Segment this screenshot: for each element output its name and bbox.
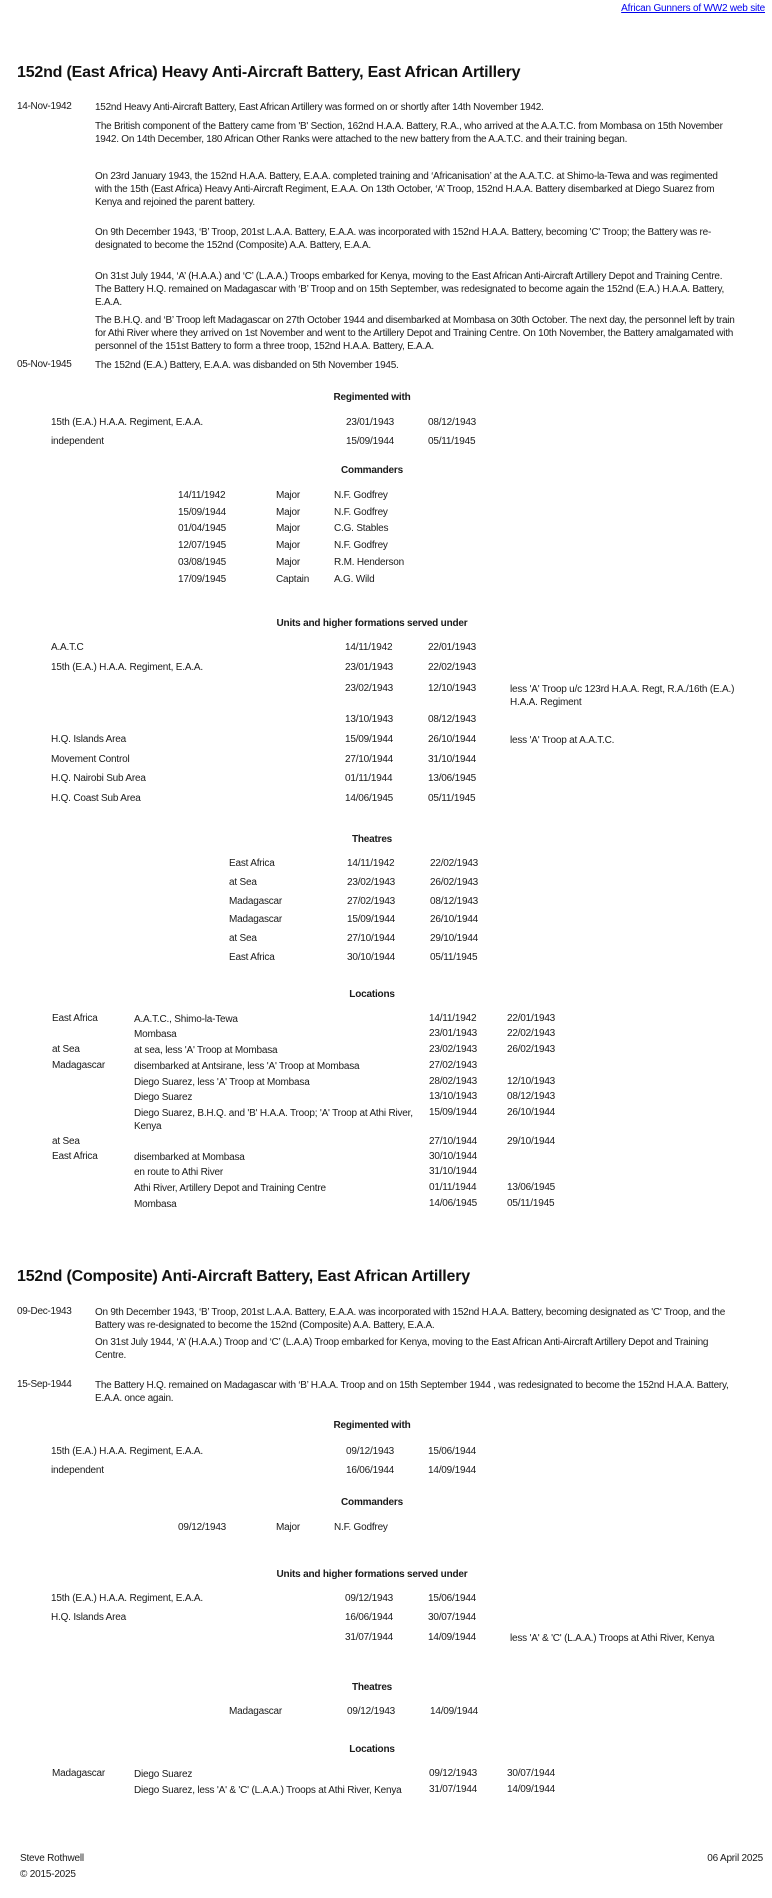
footer-author: Steve Rothwell [20,1853,84,1864]
theatre-to: 26/02/1943 [430,877,479,888]
regiment-to: 05/11/1945 [428,436,476,447]
location-place: disembarked at Antsirane, less 'A' Troop at Mombasa [134,1061,360,1072]
location-from: 30/10/1944 [429,1151,478,1162]
theatre-to: 29/10/1944 [430,933,479,944]
commander-rank: Major [276,523,301,534]
location-to: 08/12/1943 [507,1091,556,1102]
location-from: 14/11/1942 [429,1013,477,1024]
location-place: at sea, less 'A' Troop at Mombasa [134,1045,278,1056]
location-region: at Sea [52,1044,80,1055]
location-from: 09/12/1943 [429,1768,478,1779]
unit-from: 31/07/1944 [345,1632,394,1643]
theatre-from: 30/10/1944 [347,952,396,963]
commander-date: 17/09/1945 [178,574,227,585]
theatre-name: at Sea [229,877,257,888]
location-from: 31/07/1944 [429,1784,478,1795]
location-from: 28/02/1943 [429,1076,478,1087]
unit-from: 09/12/1943 [345,1593,394,1604]
history-para: On 31st July 1944, ‘A’ (H.A.A.) Troop and ‘C’ (L.A.A) Troop embarked for Kenya, moving to the East African Anti-Aircraft Artillery Depot and Training Centre. [95,1337,709,1361]
unit-to: 05/11/1945 [428,793,476,804]
location-from: 27/02/1943 [429,1060,478,1071]
history-para: The British component of the Battery came from 'B' Section, 162nd H.A.A. Battery, R.A., who arrived at the A.A.T.C. from Mombasa on 15th November 1942. On 14th December, 180 African Other Ranks were attached to the new battery from the A.A.T.C. and their training began. [95,121,723,145]
commander-name: A.G. Wild [334,574,375,585]
location-region: Madagascar [52,1060,106,1071]
location-to: 22/01/1943 [507,1013,556,1024]
unit-to: 31/10/1944 [428,754,477,765]
regiment-to: 14/09/1944 [428,1465,477,1476]
unit-from: 15/09/1944 [345,734,394,745]
regiment-from: 09/12/1943 [346,1446,395,1457]
commander-date: 15/09/1944 [178,507,227,518]
location-place: Diego Suarez, less 'A' Troop at Mombasa [134,1077,310,1088]
unit-to: 22/01/1943 [428,642,477,653]
location-region: Madagascar [52,1768,106,1779]
unit-to: 08/12/1943 [428,714,477,725]
location-from: 23/02/1943 [429,1044,478,1055]
commander-date: 12/07/1945 [178,540,227,551]
commander-date: 03/08/1945 [178,557,227,568]
theatre-to: 05/11/1945 [430,952,478,963]
location-to: 22/02/1943 [507,1028,556,1039]
location-place: A.A.T.C., Shimo-la-Tewa [134,1014,238,1025]
theatre-from: 09/12/1943 [347,1706,396,1717]
unit-name: H.Q. Coast Sub Area [51,793,141,804]
unit-from: 23/02/1943 [345,683,394,694]
location-place: en route to Athi River [134,1167,223,1178]
commander-rank: Major [276,490,301,501]
location-to: 12/10/1943 [507,1076,556,1087]
location-place: Diego Suarez [134,1092,193,1103]
history-para: On 31st July 1944, ‘A’ (H.A.A.) and ‘C’ (L.A.A.) Troops embarked for Kenya, moving to the East African Anti-Aircraft Artillery Depot and Training Centre. The Battery H.Q. remained on Madagascar with ‘B’ Troop and on 15th September, was redesignated to become again the 152nd (E.A.) H.A.A. Battery, E.A.A. [95,271,725,308]
regiment-name: independent [51,1465,104,1476]
location-place: Mombasa [134,1029,177,1040]
commander-rank: Major [276,557,301,568]
commander-name: R.M. Henderson [334,557,405,568]
location-from: 01/11/1944 [429,1182,477,1193]
regiment-to: 15/06/1944 [428,1446,477,1457]
theatre-to: 08/12/1943 [430,896,479,907]
location-to: 05/11/1945 [507,1198,555,1209]
theatre-name: Madagascar [229,896,283,907]
unit-name: A.A.T.C [51,642,84,653]
regimented-heading: Regimented with [333,1420,411,1431]
locations-heading: Locations [349,1744,395,1755]
location-to: 30/07/1944 [507,1768,556,1779]
regiment-from: 16/06/1944 [346,1465,395,1476]
unit-from: 23/01/1943 [345,662,394,673]
history-para: On 9th December 1943, ‘B’ Troop, 201st L.A.A. Battery, E.A.A. was incorporated with 152nd H.A.A. Battery, becoming 'C' Troop; the Battery was re-designated to become the 152nd (Composite) A.A. Battery, E.A.A. [95,227,712,251]
location-place: Diego Suarez, B.H.Q. and 'B' H.A.A. Troop; 'A' Troop at Athi River, Kenya [134,1108,413,1132]
commander-name: N.F. Godfrey [334,507,388,518]
unit-to: 12/10/1943 [428,683,477,694]
theatre-from: 27/10/1944 [347,933,396,944]
commander-rank: Captain [276,574,310,585]
location-from: 27/10/1944 [429,1136,478,1147]
location-from: 23/01/1943 [429,1028,478,1039]
theatre-name: East Africa [229,952,275,963]
location-to: 29/10/1944 [507,1136,556,1147]
unit-name: H.Q. Nairobi Sub Area [51,773,146,784]
history-para: On 23rd January 1943, the 152nd H.A.A. Battery, E.A.A. completed training and ‘Africanisation’ at the A.A.T.C. at Shimo-la-Tewa and was regimented with the 15th (East Africa) Heavy Anti-Aircraft Regiment, E.A.A. On 13th October, ‘A’ Troop, 152nd H.A.A. Battery disembarked at Diego Suarez from Kenya and rejoined the parent battery. [95,171,718,208]
location-region: East Africa [52,1013,98,1024]
commander-date: 09/12/1943 [178,1522,227,1533]
regiment-name: 15th (E.A.) H.A.A. Regiment, E.A.A. [51,417,203,428]
footer-copyright: © 2015-2025 [20,1869,76,1880]
commander-rank: Major [276,540,301,551]
unit-note: less 'A' Troop u/c 123rd H.A.A. Regt, R.A./16th (E.A.) H.A.A. Regiment [510,684,735,708]
history-date: 15-Sep-1944 [17,1379,72,1390]
unit-from: 14/06/1945 [345,793,394,804]
theatres-heading: Theatres [351,1682,393,1693]
unit-to: 26/10/1944 [428,734,477,745]
footer-date: 06 April 2025 [707,1853,763,1864]
unit-name: 15th (E.A.) H.A.A. Regiment, E.A.A. [51,662,203,673]
unit-from: 27/10/1944 [345,754,394,765]
commander-name: N.F. Godfrey [334,490,388,501]
unit-to: 13/06/1945 [428,773,477,784]
location-from: 13/10/1943 [429,1091,478,1102]
theatre-from: 27/02/1943 [347,896,396,907]
unit-to: 15/06/1944 [428,1593,477,1604]
theatre-name: Madagascar [229,1706,283,1717]
theatre-from: 14/11/1942 [347,858,395,869]
unit-name: H.Q. Islands Area [51,1612,126,1623]
section-1-title: 152nd (East Africa) Heavy Anti-Aircraft Battery, East African Artillery [17,64,521,81]
history-para: The B.H.Q. and ‘B’ Troop left Madagascar on 27th October 1944 and disembarked at Mombasa on 30th October. The next day, the personnel left by train for Athi River where they arrived on 1st November and went to the Artillery Depot and Training Centre. On 10th November, the Battery amalgamated with personnel of the 151st Battery to form a three troop, 152nd H.A.A. Battery, E.A.A. [95,315,735,352]
location-from: 15/09/1944 [429,1107,478,1118]
history-date: 14-Nov-1942 [17,101,72,112]
unit-from: 16/06/1944 [345,1612,394,1623]
commanders-heading: Commanders [341,1497,403,1508]
theatre-from: 23/02/1943 [347,877,396,888]
location-region: at Sea [52,1136,80,1147]
unit-name: H.Q. Islands Area [51,734,126,745]
commanders-heading: Commanders [341,465,403,476]
unit-name: Movement Control [51,754,130,765]
regiment-name: independent [51,436,104,447]
commander-name: N.F. Godfrey [334,540,388,551]
history-para: The 152nd (E.A.) Battery, E.A.A. was disbanded on 5th November 1945. [95,360,399,371]
location-to: 26/10/1944 [507,1107,556,1118]
unit-note: less 'A' Troop at A.A.T.C. [510,735,615,746]
regimented-heading: Regimented with [333,392,411,403]
theatre-name: Madagascar [229,914,283,925]
unit-note: less 'A' & 'C' (L.A.A.) Troops at Athi River, Kenya [510,1633,715,1644]
unit-name: 15th (E.A.) H.A.A. Regiment, E.A.A. [51,1593,203,1604]
unit-from: 13/10/1943 [345,714,394,725]
unit-to: 14/09/1944 [428,1632,477,1643]
regiment-from: 15/09/1944 [346,436,395,447]
theatre-to: 26/10/1944 [430,914,479,925]
unit-to: 30/07/1944 [428,1612,477,1623]
location-place: Athi River, Artillery Depot and Training Centre [134,1183,326,1194]
location-to: 14/09/1944 [507,1784,556,1795]
location-place: disembarked at Mombasa [134,1152,245,1163]
commander-date: 01/04/1945 [178,523,227,534]
commander-date: 14/11/1942 [178,490,226,501]
theatre-name: East Africa [229,858,275,869]
location-region: East Africa [52,1151,98,1162]
location-place: Diego Suarez, less 'A' & 'C' (L.A.A.) Troops at Athi River, Kenya [134,1785,402,1796]
african-gunners-site-link[interactable]: African Gunners of WW2 web site [621,3,765,14]
location-place: Mombasa [134,1199,177,1210]
unit-from: 14/11/1942 [345,642,393,653]
location-place: Diego Suarez [134,1769,193,1780]
theatres-heading: Theatres [351,834,393,845]
location-from: 31/10/1944 [429,1166,478,1177]
locations-heading: Locations [349,989,395,1000]
history-date: 09-Dec-1943 [17,1306,72,1317]
location-to: 26/02/1943 [507,1044,556,1055]
theatre-name: at Sea [229,933,257,944]
commander-rank: Major [276,507,301,518]
history-para: The Battery H.Q. remained on Madagascar with ‘B’ H.A.A. Troop and on 15th September 1944 , was redesignated to become the 152nd H.A.A. Battery, E.A.A. once again. [95,1380,729,1404]
theatre-to: 22/02/1943 [430,858,479,869]
history-date: 05-Nov-1945 [17,359,72,370]
unit-to: 22/02/1943 [428,662,477,673]
units-heading: Units and higher formations served under [276,618,468,629]
commander-name: N.F. Godfrey [334,1522,388,1533]
theatre-to: 14/09/1944 [430,1706,479,1717]
location-from: 14/06/1945 [429,1198,478,1209]
units-heading: Units and higher formations served under [276,1569,468,1580]
regiment-to: 08/12/1943 [428,417,477,428]
unit-from: 01/11/1944 [345,773,393,784]
regiment-name: 15th (E.A.) H.A.A. Regiment, E.A.A. [51,1446,203,1457]
regiment-from: 23/01/1943 [346,417,395,428]
theatre-from: 15/09/1944 [347,914,396,925]
history-para: On 9th December 1943, ‘B’ Troop, 201st L.A.A. Battery, E.A.A. was incorporated with 152nd H.A.A. Battery, becoming designated as 'C' Troop, and the Battery was re-designated to become the 152nd (Composite) A.A. Battery, E.A.A. [95,1307,726,1331]
commander-rank: Major [276,1522,301,1533]
section-2-title: 152nd (Composite) Anti-Aircraft Battery, East African Artillery [17,1268,470,1285]
commander-name: C.G. Stables [334,523,389,534]
history-para: 152nd Heavy Anti-Aircraft Battery, East African Artillery was formed on or shortly after 14th November 1942. [95,102,544,113]
location-to: 13/06/1945 [507,1182,556,1193]
